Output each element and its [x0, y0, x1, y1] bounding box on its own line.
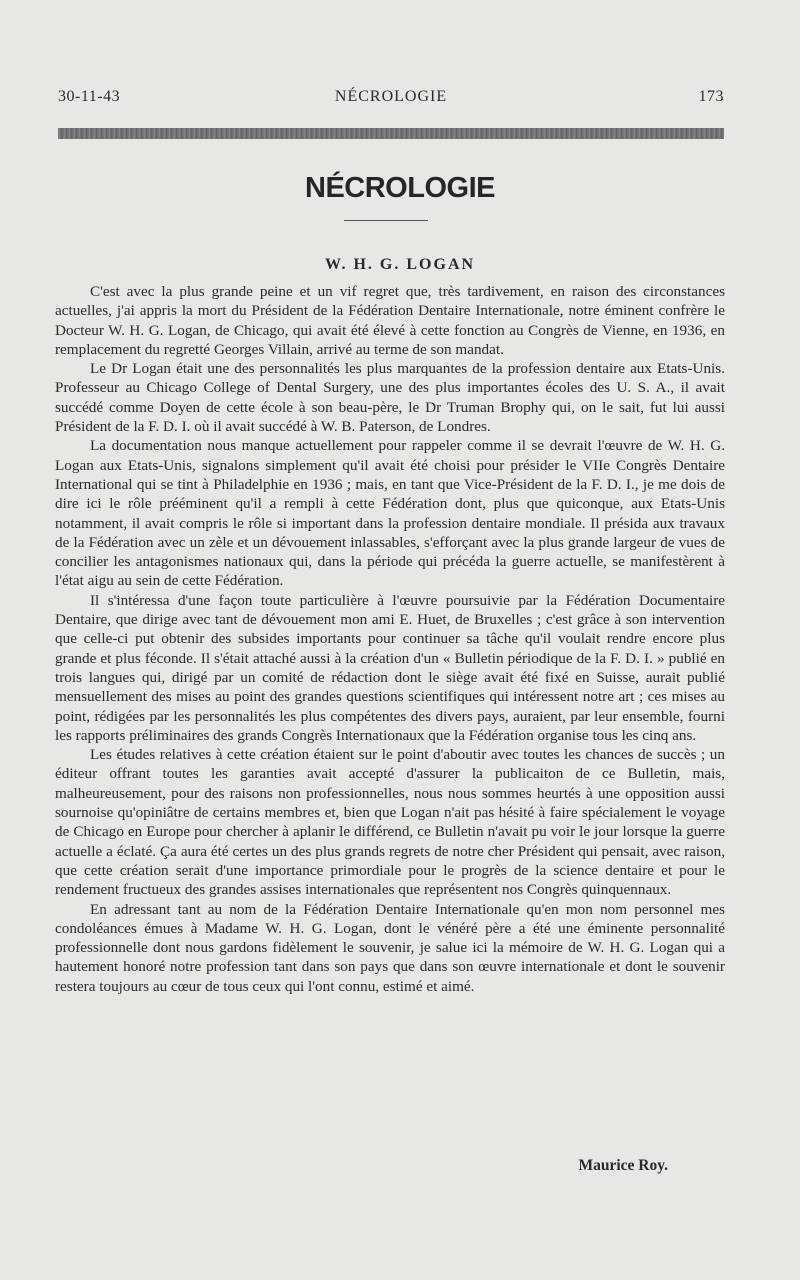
- page-number: 173: [698, 88, 724, 105]
- article-body: [55, 282, 725, 996]
- running-header: [58, 88, 724, 110]
- paragraph: Les études relatives à cette création étaient sur le point d'aboutir avec toutes les chances de succès ; un éditeur offrant toutes les garanties avait accepté d'assurer la publicaiton de ce Bulletin, mais, malheureusement, pour des raisons non professionnelles, nous nous sommes heurtés à une opposition aussi sournoise qu'opiniâtre de certains membres et, bien que Logan n'ait pas hésité à faire spécialement le voyage de Chicago en Europe pour chercher à aplanir le différend, ce Bulletin n'avait pu voir le jour lorsque la guerre actuelle a éclaté. Ça aura été certes un des plus grands regrets de notre cher Président qui pensait, avec raison, que cette création serait d'une importance primordiale pour le progrès de la science dentaire et pour le rendement fructueux des grandes assises internationales que représentent nos Congrès quinquennaux.: [55, 746, 725, 899]
- header-rule: [58, 128, 724, 139]
- paragraph: Il s'intéressa d'une façon toute particulière à l'œuvre poursuivie par la Fédération Documentaire Dentaire, que dirige avec tant de dévouement mon ami E. Huet, de Bruxelles ; c'est grâce à son intervention que celle-ci put obtenir des subsides importants pour continuer sa tâche qu'il voulait rendre encore plus grande et plus féconde. Il s'était attaché aussi à la création d'un « Bulletin périodique de la F. D. I. » publié en trois langues qui, dirigé par un comité de rédaction dont le siège avait été fixé en Suisse, aurait publié mensuellement des mises au point des grandes questions scientifiques qui intéressent notre art ; ces mises au point, rédigées par les personnalités les plus compétentes des divers pays, auraient, par leur ensemble, fourni les rapports préliminaires des grands Congrès Internationaux que la Fédération organise tous les cinq ans.: [55, 591, 725, 744]
- paragraph: En adressant tant au nom de la Fédération Dentaire Internationale qu'en mon nom personnel mes condoléances émues à Madame W. H. G. Logan, dont le vénéré père a été une éminente personnalité professionnelle dont nous gardons fidèlement le souvenir, je salue ici la mémoire de W. H. G. Logan qui a hautement honoré notre profession tant dans son pays que dans son œuvre internationale et dont le souvenir restera toujours au cœur de tous ceux qui l'ont connu, estimé et aimé.: [55, 900, 725, 995]
- paragraph: Le Dr Logan était une des personnalités les plus marquantes de la profession dentaire aux Etats-Unis. Professeur au Chicago College of Dental Surgery, une des plus importantes écoles des U. S. A., il avait succédé comme Doyen de cette école à son beau-père, le Dr Truman Brophy qui, on le sait, fut lui aussi Président de la F. D. I. où il avait succédé à W. B. Paterson, de Londres.: [55, 360, 725, 436]
- author-signature: Maurice Roy.: [578, 1157, 668, 1174]
- article-subtitle: W. H. G. LOGAN: [324, 256, 476, 273]
- header-section-title: NÉCROLOGIE: [334, 88, 448, 105]
- article-title: NÉCROLOGIE: [305, 172, 495, 204]
- paragraph: La documentation nous manque actuellement pour rappeler comme il se devrait l'œuvre de W. H. G. Logan aux Etats-Unis, signalons simplement qu'il avait été choisi pour présider le VIIe Congrès Dentaire International qui se tint à Philadelphie en 1936 ; mais, en tant que Vice-Président de la F. D. I., je me dois de dire ici le rôle prééminent qu'il a rempli à cette Fédération dont, plus que quiconque, aux Etats-Unis notamment, il avait compris le rôle si important dans la profession dentaire mondiale. Il présida aux travaux de la Fédération avec un zèle et un dévouement inlassables, s'efforçant avec la plus grande largeur de vues de concilier les antagonismes nationaux qui, dans la période qui précéda la guerre actuelle, se manifestèrent à l'état aigu au sein de cette Fédération.: [55, 437, 725, 590]
- header-date: 30-11-43: [58, 88, 121, 105]
- title-divider: [344, 220, 428, 221]
- paragraph: C'est avec la plus grande peine et un vif regret que, très tardivement, en raison des circonstances actuelles, j'ai appris la mort du Président de la Fédération Dentaire Internationale, notre éminent confrère le Docteur W. H. G. Logan, de Chicago, qui avait été élevé à cette fonction au Congrès de Vienne, en 1936, en remplacement du regretté Georges Villain, arrivé au terme de son mandat.: [55, 283, 725, 358]
